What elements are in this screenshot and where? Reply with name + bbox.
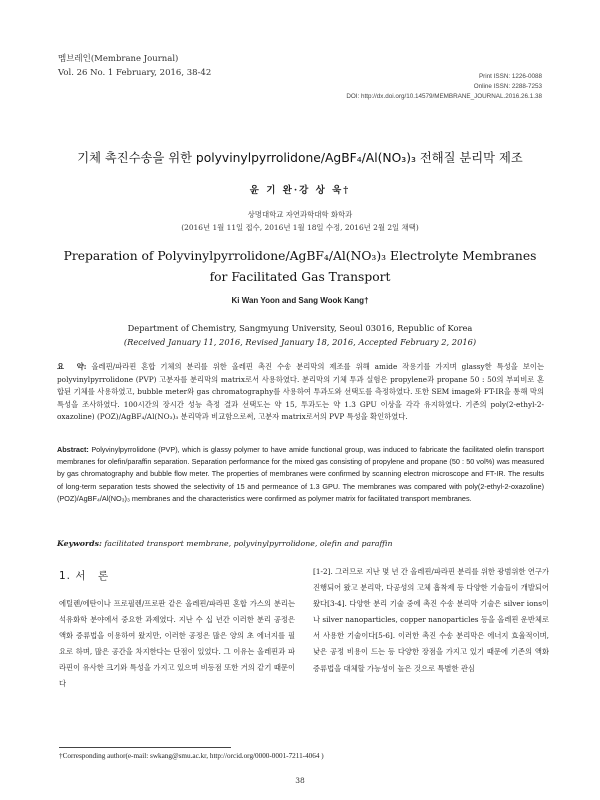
corresponding-author-footnote: †Corresponding author(e-mail: swkang@smu.ac.kr, http://orcid.org/0000-0001-7211-4064 ) [59,752,324,760]
abstract-korean-text: 올레핀/파라핀 혼합 기체의 분리를 위한 올레핀 촉진 수송 분리막의 제조를 위해 amide 작용기를 가지며 glassy한 특성을 보이는 polyvinylpyrrolidone (PVP) 고분자를 분리막의 matrix로서 사용하였다. 분리막의 기체 투과 실험은 propylene과 propane 50 : 50의 부피비로 혼합된 기체를 사용하였고, bubble meter와 gas chromatography를 사용하여 투과도와 선택도를 측정하였다. 또한 SEM image와 FT-IR을 통해 막의 특성을 조사하였다. 100시간의 장시간 성능 측정 결과 선택도는 약 15, 투과도는 약 1.3 GPU 이상을 각각 유지하였다. 기존의 poly(2-ethyl-2-oxazoline) (POZ)/AgBF₄/Al(NO₃)₃ 분리막과 비교함으로써, 고분자 matrix로서의 PVP 특성을 확인하였다. [57,362,544,422]
body-left-column: 에틸렌/에탄이나 프로필렌/프로판 같은 올레핀/파라핀 혼합 가스의 분리는 석유화학 분야에서 중요한 과제였다. 지난 수 십 년간 이러한 분리 공정은 액화 증류법을 이용하여 왔지만, 이러한 공정은 많은 양의 초 에너지를 필요로 하며, 많은 공간을 차지한다는 단점이 있었다. 그 이유는 올레핀과 파라핀이 유사한 크기와 특성을 가지고 있으며 비등점 또한 거의 같기 때문이다 [59,599,295,689]
english-dates: (Received January 11, 2016, Revised January 18, 2016, Accepted February 2, 2016) [123,337,477,347]
keywords-label: Keywords: [57,539,102,548]
doi-link[interactable]: DOI: http://dx.doi.org/10.14579/MEMBRANE_JOURNAL.2016.26.1.38 [346,93,542,100]
journal-name: 멤브레인(Membrane Journal) [58,54,179,64]
english-department: Department of Chemistry, Sangmyung University, Seoul 03016, Republic of Korea [127,323,473,333]
english-authors: Ki Wan Yoon and Sang Wook Kang† [231,296,369,305]
english-title: Preparation of Polyvinylpyrrolidone/AgBF₄/Al(NO₃)₃ Electrolyte Membranes for Facilitated Gas Transport [63,249,537,284]
korean-department: 상명대학교 자연과학대학 화학과 [247,210,353,219]
section-heading: 1. 서 론 [59,570,110,582]
print-issn: Print ISSN: 1226-0088 [478,73,542,80]
volume-line: Vol. 26 No. 1 February, 2016, 38-42 [58,68,212,78]
abstract-korean [57,361,544,424]
issn-block [346,72,542,102]
abstract-korean-label: 요 약: [57,362,87,371]
body-right-column: [1-2]. 그러므로 지난 몇 년 간 올레핀/파라핀 분리를 위한 광범위한 연구가 진행되어 왔고 분리막, 다공성의 고체 흡착제 등 다양한 기술들이 개발되어 왔다[3-4]. 다양한 분리 기술 중에 촉진 수송 분리막 기술은 silver ions이나 silver nanoparticles, copper nanoparticles 등을 올레핀 운반체로서 사용한 기술이다[5-6]. 이러한 촉진 수송 분리막은 에너지 효율적이며, 낮은 공정 비용이 드는 등 다양한 장점을 가지고 있기 때문에 기존의 액화 증류법을 대체할 가능성이 높은 것으로 특별한 관심 [313,567,549,673]
abstract-english-label: Abstract: [57,445,89,454]
page-number: 38 [295,776,305,785]
abstract-english [57,444,544,505]
keywords [57,539,544,548]
online-issn: Online ISSN: 2288-7253 [473,83,542,90]
korean-dates: (2016년 1월 11일 접수, 2016년 1월 18일 수정, 2016년 2월 2일 채택) [181,223,419,232]
journal-header [58,52,211,80]
korean-authors: 윤 기 완·강 상 욱† [249,185,351,196]
footnote-divider [59,747,231,748]
abstract-english-text: Polyvinylpyrrolidone (PVP), which is glassy polymer to have amide functional group, was induced to fabricate the facilitated olefin transport membranes for olefin/paraffin separation. Separation performance for the mixed gas consisting of propylene and propane (50 : 50 vol%) was measured by gas chromatography and bubble flow meter. The properties of membranes were confirmed by scanning electron microscope and FT-IR. The results of long-term separation tests showed the selectivity of 15 and permeance of 1.3 GPU. The membranes was compared with poly(2-ethyl-2-oxazoline) (POZ)/AgBF₄/Al(NO₃)₃ membranes and the characteristics were confirmed as polymer matrix for facilitated transport membranes. [57,445,545,503]
korean-title: 기체 촉진수송을 위한 polyvinylpyrrolidone/AgBF₄/Al(NO₃)₃ 전해질 분리막 제조 [77,151,523,165]
keywords-text: facilitated transport membrane, polyvinylpyrrolidone, olefin and paraffin [104,539,393,548]
